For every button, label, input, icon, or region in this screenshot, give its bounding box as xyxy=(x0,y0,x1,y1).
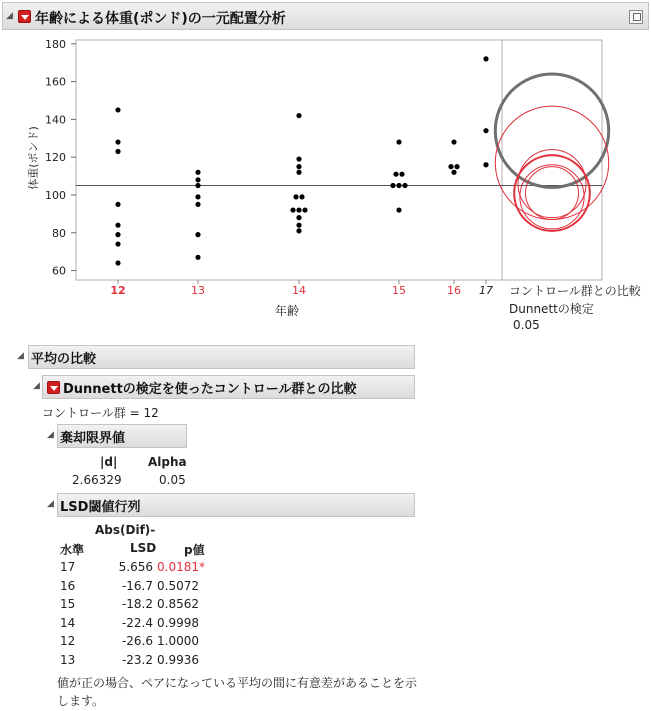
x-tick-label: 17 xyxy=(479,284,493,297)
comparison-circle-16[interactable] xyxy=(495,106,608,219)
data-point[interactable] xyxy=(293,194,298,199)
lsd-row-level: 12 xyxy=(60,634,76,648)
data-point[interactable] xyxy=(290,207,295,212)
disclosure-triangle-icon[interactable]: ◢ xyxy=(6,11,13,21)
y-axis-label: 体重(ポンド) xyxy=(27,126,40,190)
oneway-plot xyxy=(0,0,651,330)
data-point[interactable] xyxy=(483,56,488,61)
critical-disclosure-icon[interactable]: ◢ xyxy=(47,430,54,440)
x-tick-label: 15 xyxy=(392,284,406,297)
x-tick-label: 13 xyxy=(191,284,205,297)
x-tick-label: 16 xyxy=(447,284,461,297)
data-point[interactable] xyxy=(448,164,453,169)
report-title: 年齢による体重(ポンド)の一元配置分析 xyxy=(35,11,286,27)
lsd-row-value: -18.2 xyxy=(121,597,153,611)
means-section-title: 平均の比較 xyxy=(31,352,97,367)
y-tick-label: 60 xyxy=(52,264,66,278)
critical-val-alpha: 0.05 xyxy=(159,473,186,487)
lsd-row-value: -26.6 xyxy=(121,634,153,648)
data-point[interactable] xyxy=(115,241,120,246)
means-section-header[interactable] xyxy=(28,345,415,369)
data-point[interactable] xyxy=(296,207,301,212)
lsd-row-value: -16.7 xyxy=(121,578,153,593)
y-tick-label: 140 xyxy=(45,113,66,127)
y-tick-label: 80 xyxy=(52,226,66,240)
lsd-row-p: 0.9936 xyxy=(157,652,199,667)
lsd-title: LSD閾値行列 xyxy=(60,500,141,515)
dunnett-caption: Dunnettの検定 xyxy=(509,302,594,316)
lsd-col-p: p値 xyxy=(184,543,205,557)
data-point[interactable] xyxy=(296,170,301,175)
control-group-line: コントロール群 = 12 xyxy=(42,406,159,420)
circle-panel-frame xyxy=(502,40,602,280)
means-disclosure-icon[interactable]: ◢ xyxy=(17,351,24,361)
lsd-col-lsd: LSD xyxy=(130,541,157,555)
y-tick-label: 120 xyxy=(45,151,66,165)
lsd-row-level: 15 xyxy=(60,597,76,611)
data-point[interactable] xyxy=(195,183,200,188)
dunnett-header[interactable] xyxy=(42,375,415,399)
data-point[interactable] xyxy=(396,207,401,212)
critical-col-d: |d| xyxy=(100,455,118,469)
data-point[interactable] xyxy=(296,215,301,220)
data-point[interactable] xyxy=(451,170,456,175)
data-point[interactable] xyxy=(396,139,401,144)
lsd-row-p: 1.0000 xyxy=(157,634,199,648)
lsd-row-value: -22.4 xyxy=(121,615,153,630)
y-tick-label: 100 xyxy=(45,188,66,202)
y-tick-label: 180 xyxy=(45,37,66,51)
data-point[interactable] xyxy=(115,139,120,144)
data-point[interactable] xyxy=(483,162,488,167)
data-points xyxy=(115,56,488,265)
lsd-footnote-1: 値が正の場合、ペアになっている平均の間に有意差があることを示 xyxy=(57,676,418,690)
critical-header[interactable] xyxy=(57,424,187,448)
data-point[interactable] xyxy=(296,164,301,169)
data-point[interactable] xyxy=(195,202,200,207)
comparison-circle-17[interactable] xyxy=(495,74,608,187)
lsd-row-p: 0.5072 xyxy=(157,578,199,593)
data-point[interactable] xyxy=(296,228,301,233)
dunnett-disclosure-icon[interactable]: ◢ xyxy=(33,381,40,391)
critical-title: 棄却限界値 xyxy=(60,431,126,446)
critical-col-alpha: Alpha xyxy=(148,455,187,469)
data-point[interactable] xyxy=(302,207,307,212)
lsd-row-level: 16 xyxy=(60,578,76,593)
data-point[interactable] xyxy=(299,194,304,199)
alpha-caption: 0.05 xyxy=(513,318,540,332)
data-point[interactable] xyxy=(195,194,200,199)
x-tick-label: 12 xyxy=(110,284,126,297)
data-point[interactable] xyxy=(115,149,120,154)
red-triangle-menu-icon-dunnett[interactable] xyxy=(47,381,60,394)
data-point[interactable] xyxy=(115,202,120,207)
data-point[interactable] xyxy=(296,113,301,118)
comparison-circles xyxy=(495,74,608,231)
x-tick-label: 14 xyxy=(292,284,306,297)
data-point[interactable] xyxy=(399,172,404,177)
lsd-col-level: 水準 xyxy=(60,543,85,557)
plot-frame xyxy=(76,40,502,280)
data-point[interactable] xyxy=(115,260,120,265)
lsd-row-p: 0.9998 xyxy=(157,615,199,630)
data-point[interactable] xyxy=(115,107,120,112)
data-point[interactable] xyxy=(396,183,401,188)
comparison-circle-14[interactable] xyxy=(526,167,579,220)
lsd-row-level: 17 xyxy=(60,560,76,574)
data-point[interactable] xyxy=(402,183,407,188)
lsd-header-top: Abs(Dif)- xyxy=(95,523,156,537)
data-point[interactable] xyxy=(115,232,120,237)
lsd-disclosure-icon[interactable]: ◢ xyxy=(47,499,54,509)
x-axis-label: 年齢 xyxy=(275,304,300,318)
data-point[interactable] xyxy=(115,223,120,228)
data-point[interactable] xyxy=(195,170,200,175)
critical-val-d: 2.66329 xyxy=(72,473,122,487)
dunnett-title: Dunnettの検定を使ったコントロール群との比較 xyxy=(63,382,357,397)
data-point[interactable] xyxy=(296,223,301,228)
data-point[interactable] xyxy=(451,139,456,144)
lsd-header[interactable] xyxy=(57,493,415,517)
y-tick-label: 160 xyxy=(45,75,66,89)
comparison-caption: コントロール群との比較 xyxy=(509,284,641,298)
lsd-row-level: 13 xyxy=(60,652,76,667)
data-point[interactable] xyxy=(195,255,200,260)
data-point[interactable] xyxy=(393,172,398,177)
x-axis-ticks xyxy=(110,280,493,297)
lsd-row-value: -23.2 xyxy=(121,652,153,667)
lsd-row-level: 14 xyxy=(60,615,76,630)
data-point[interactable] xyxy=(296,156,301,161)
data-point[interactable] xyxy=(195,232,200,237)
data-point[interactable] xyxy=(483,128,488,133)
data-point[interactable] xyxy=(195,177,200,182)
y-axis-ticks xyxy=(45,38,76,278)
lsd-footnote-2: します。 xyxy=(57,694,105,708)
data-point[interactable] xyxy=(454,164,459,169)
data-point[interactable] xyxy=(390,183,395,188)
lsd-row-value: 5.656 xyxy=(118,560,153,574)
lsd-row-p: 0.0181* xyxy=(157,560,205,574)
lsd-row-p: 0.8562 xyxy=(157,597,199,611)
